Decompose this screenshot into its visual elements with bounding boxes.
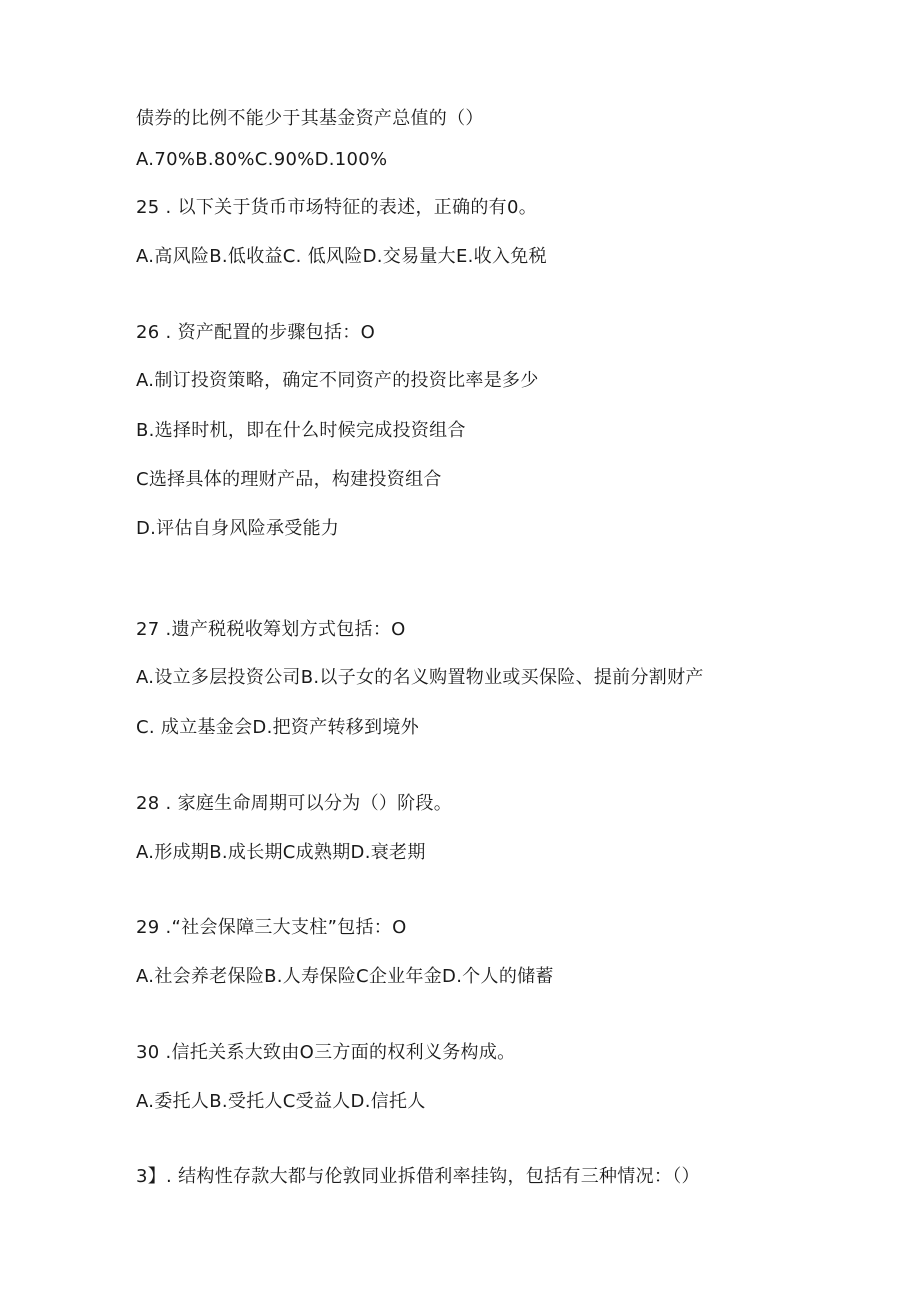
q25-options: A.高风险B.低收益C. 低风险D.交易量大E.收入免税: [136, 246, 547, 267]
q26-option-c: C选择具体的理财产品，构建投资组合: [136, 469, 442, 490]
q24-options: A.70%B.80%C.90%D.100%: [136, 149, 388, 170]
q26-stem: 26 . 资产配置的步骤包括：O: [136, 322, 376, 343]
q27-options-ab: A.设立多层投资公司B.以子女的名义购置物业或买保险、提前分割财产: [136, 667, 704, 688]
q26-option-a: A.制订投资策略，确定不同资产的投资比率是多少: [136, 370, 539, 391]
q27-stem: 27 .遗产税税收筹划方式包括：O: [136, 619, 406, 640]
q27-options-cd: C. 成立基金会D.把资产转移到境外: [136, 717, 419, 738]
q28-options: A.形成期B.成长期C成熟期D.衰老期: [136, 842, 426, 863]
q25-stem: 25 . 以下关于货币市场特征的表述，正确的有0。: [136, 197, 538, 218]
q28-stem: 28 . 家庭生命周期可以分为（）阶段。: [136, 793, 453, 814]
q30-options: A.委托人B.受托人C受益人D.信托人: [136, 1091, 426, 1112]
q29-options: A.社会养老保险B.人寿保险C企业年金D.个人的储蓄: [136, 966, 554, 987]
q26-option-b: B.选择时机，即在什么时候完成投资组合: [136, 420, 466, 441]
q31-stem: 3】. 结构性存款大都与伦敦同业拆借利率挂钩，包括有三种情况：（）: [136, 1166, 700, 1187]
q29-stem: 29 .“社会保障三大支柱”包括：O: [136, 917, 407, 938]
q24-stem-continuation: 债券的比例不能少于其基金资产总值的（）: [136, 108, 484, 129]
q30-stem: 30 .信托关系大致由O三方面的权利义务构成。: [136, 1042, 516, 1063]
q26-option-d: D.评估自身风险承受能力: [136, 518, 340, 539]
